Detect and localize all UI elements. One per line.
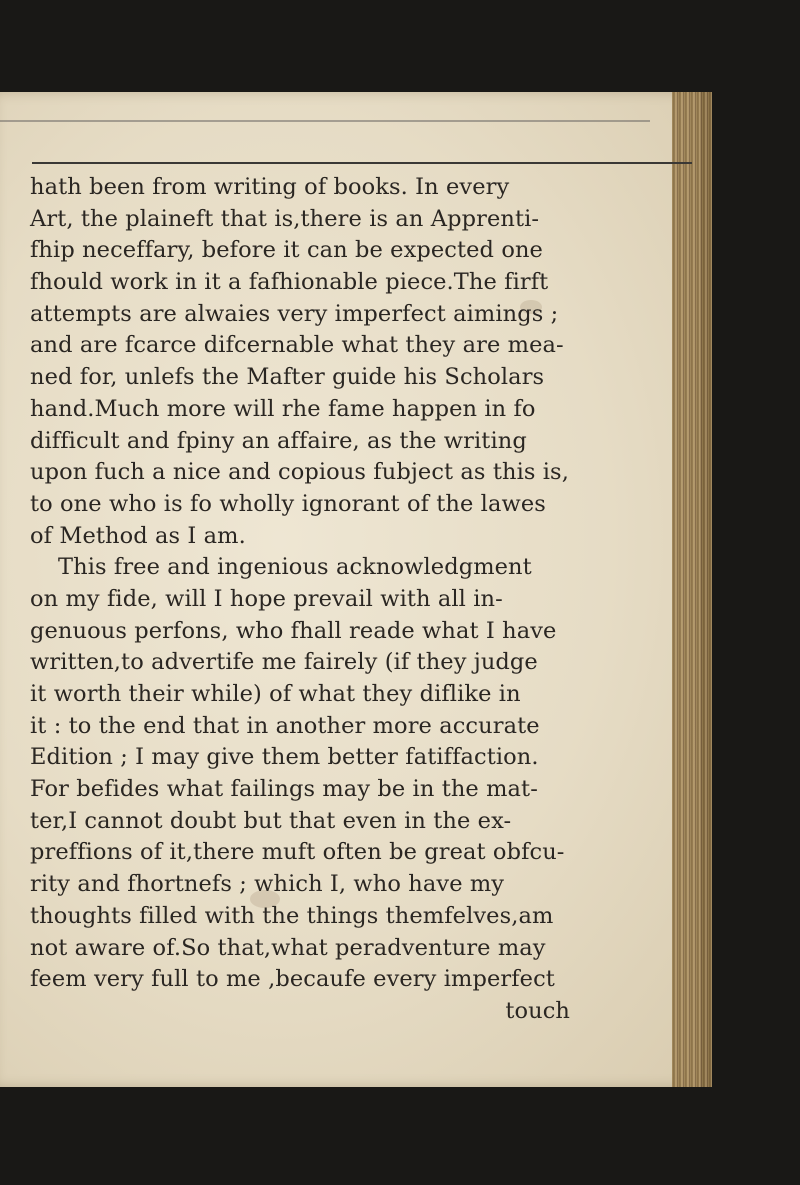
- body-text: [30, 172, 680, 1028]
- faint-top-rule: [0, 120, 650, 122]
- text-line: upon fuch a nice and copious fubject as this is,: [30, 459, 569, 486]
- text-line: fhip neceffary, before it can be expected one: [30, 237, 543, 264]
- text-line: hand.Much more will rhe fame happen in fo: [30, 395, 536, 422]
- text-line: not aware of.So that,what peradventure may: [30, 934, 546, 961]
- text-line: written,to advertife me fairely (if they judge: [30, 649, 538, 676]
- text-line: attempts are alwaies very imperfect aimings ;: [30, 300, 559, 327]
- text-line: ned for, unlefs the Mafter guide his Scholars: [30, 364, 545, 391]
- text-line: This free and ingenious acknowledgment: [58, 554, 532, 581]
- text-line: on my fide, will I hope prevail with all in-: [30, 585, 503, 612]
- text-line: of Method as I am.: [30, 522, 246, 549]
- text-line: hath been from writing of books. In every: [30, 174, 510, 200]
- text-line: genuous perfons, who fhall reade what I have: [30, 617, 557, 644]
- text-line: preffions of it,there muft often be great obfcu-: [30, 839, 565, 866]
- text-line: thoughts filled with the things themfelves,am: [30, 902, 554, 929]
- text-line: Edition ; I may give them better fatiffaction.: [30, 744, 539, 771]
- header-rule: [32, 162, 692, 164]
- text-line: ter,I cannot doubt but that even in the ex-: [30, 807, 512, 834]
- text-line: to one who is fo wholly ignorant of the lawes: [30, 490, 546, 517]
- text-line: difficult and fpiny an affaire, as the writing: [30, 427, 527, 454]
- text-line: rity and fhortnefs ; which I, who have my: [30, 871, 505, 898]
- catchword: touch: [505, 997, 570, 1024]
- text-line: fhould work in it a fafhionable piece.The firft: [30, 269, 549, 296]
- text-line: it : to the end that in another more accurate: [30, 712, 540, 739]
- text-line: Art, the plaineft that is,there is an Apprenti-: [30, 205, 540, 232]
- text-line: it worth their while) of what they diflike in: [30, 681, 521, 707]
- text-line: feem very full to me ,becaufe every imperfect: [30, 966, 555, 993]
- text-line: For befides what failings may be in the mat-: [30, 776, 538, 803]
- text-line: and are fcarce difcernable what they are mea-: [30, 332, 564, 359]
